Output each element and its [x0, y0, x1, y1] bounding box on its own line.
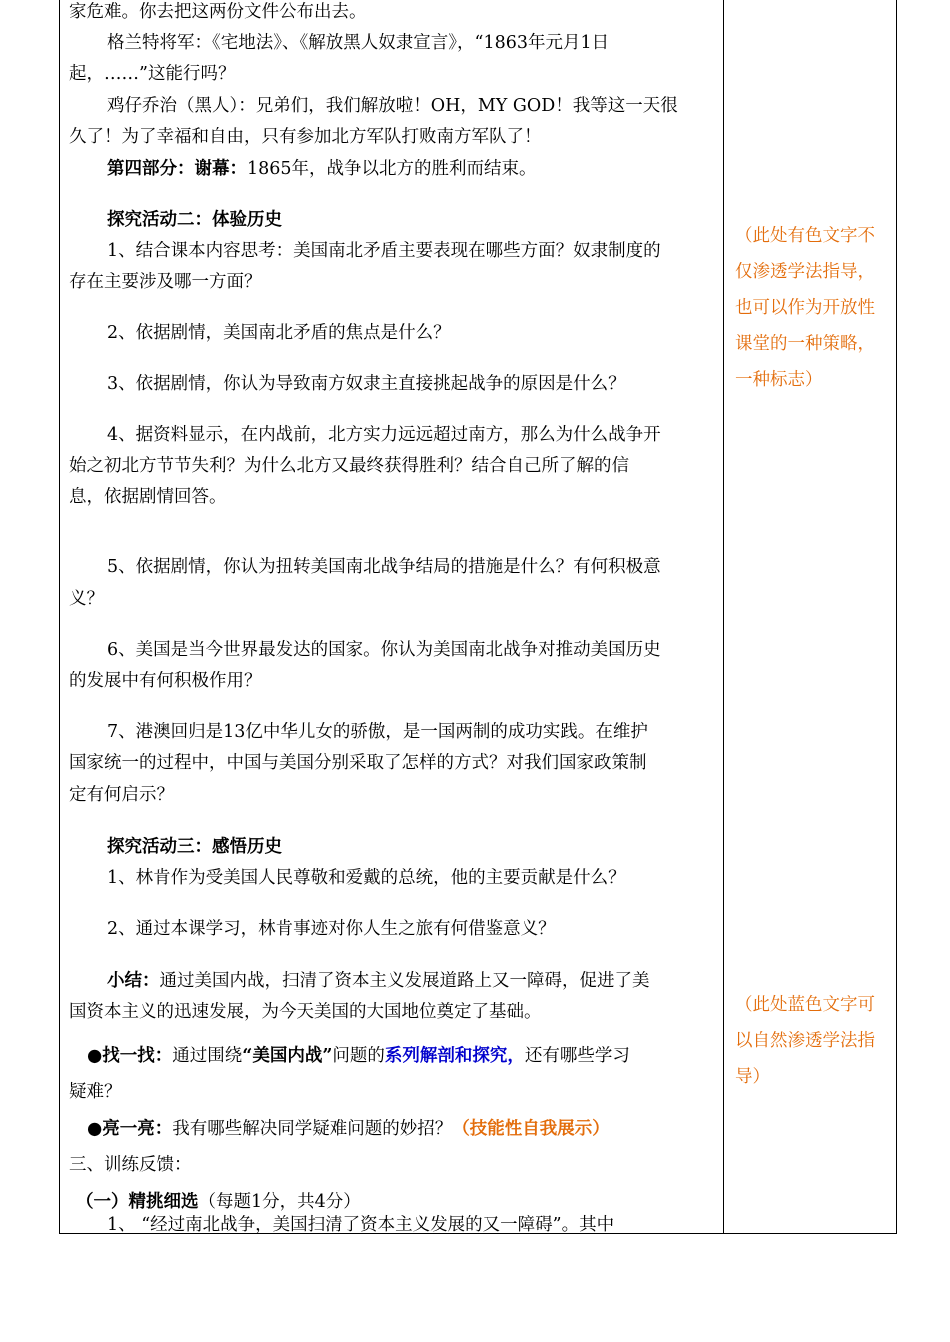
side-note-colored-text — [735, 218, 890, 398]
summary-cont: 国资本主义的迅速发展，为今天美国的大国地位奠定了基础。 — [69, 1002, 542, 1022]
question-5-cont: 义？ — [69, 589, 104, 609]
show-it-line — [69, 1114, 715, 1145]
side-note-blue-text — [735, 987, 890, 1095]
find-it-cont: 疑难？ — [69, 1082, 122, 1102]
summary-label: 小结： — [107, 971, 160, 991]
question-7: 7、港澳回归是13亿中华儿女的骄傲，是一国两制的成功实践。在维护 — [107, 722, 648, 742]
question-4-cont: 始之初北方节节失利？为什么北方又最终获得胜利？结合自己所了解的信 — [69, 456, 629, 476]
training-feedback-heading: 三、训练反馈： — [69, 1155, 192, 1175]
side-note-line: 课堂的一种策略， — [735, 334, 875, 354]
text-line: 起，……”这能行吗？ — [69, 64, 236, 84]
select-section-score: （每题1分，共4分） — [198, 1192, 361, 1212]
show-it-text: 我有哪些解决同学疑难问题的妙招？ — [172, 1119, 453, 1139]
reflect-question-2: 2、通过本课学习，林肯事迹对你人生之旅有何借鉴意义？ — [107, 919, 556, 939]
side-note-line: （此处蓝色文字可 — [735, 995, 875, 1015]
find-it-blue-hint: 系列解剖和探究， — [384, 1046, 525, 1066]
question-4: 4、据资料显示，在内战前，北方实力远远超过南方，那么为什么战争开 — [107, 425, 661, 445]
text-line: 久了！为了幸福和自由，只有参加北方军队打败南方军队了！ — [69, 127, 542, 147]
select-section-label: （一）精挑细选 — [76, 1192, 199, 1212]
side-note-line: 仅渗透学法指导， — [735, 262, 875, 282]
side-note-line: 也可以作为开放性 — [735, 298, 875, 318]
text-line: 家危难。你去把这两份文件公布出去。 — [69, 2, 367, 22]
section-part-four — [69, 154, 715, 185]
side-note-line: 导） — [735, 1067, 770, 1087]
column-divider — [723, 0, 724, 1234]
question-7-cont: 国家统一的过程中，中国与美国分别采取了怎样的方式？对我们国家政策制 — [69, 753, 647, 773]
show-it-orange-hint: （技能性自我展示） — [452, 1119, 610, 1139]
section-text: 1865年，战争以北方的胜利而结束。 — [247, 159, 537, 179]
find-it-line — [69, 1041, 715, 1072]
reflect-question-1: 1、林肯作为受美国人民尊敬和爱戴的总统，他的主要贡献是什么？ — [107, 868, 626, 888]
question-6-cont: 的发展中有何积极作用？ — [69, 671, 262, 691]
find-it-text: 还有哪些学习 — [524, 1046, 630, 1066]
question-4-cont: 息，依据剧情回答。 — [69, 487, 227, 507]
question-6: 6、美国是当今世界最发达的国家。你认为美国南北战争对推动美国历史 — [107, 640, 661, 660]
activity-three-heading: 探究活动三：感悟历史 — [107, 837, 282, 857]
question-1: 1、结合课本内容思考：美国南北矛盾主要表现在哪些方面？奴隶制度的 — [107, 241, 661, 261]
question-3: 3、依据剧情，你认为导致南方奴隶主直接挑起战争的原因是什么？ — [107, 374, 626, 394]
show-it-label: ●亮一亮： — [87, 1119, 173, 1139]
text-line: 格兰特将军：《宅地法》、《解放黑人奴隶宣言》，“1863年元月1日 — [107, 33, 610, 53]
section-label: 第四部分：谢幕： — [107, 159, 247, 179]
exercise-question-1: 1、 “经过南北战争，美国扫清了资本主义发展的又一障碍”。其中 — [107, 1215, 615, 1235]
find-it-text: 问题的 — [332, 1046, 385, 1066]
question-2: 2、依据剧情，美国南北矛盾的焦点是什么？ — [107, 323, 451, 343]
question-5: 5、依据剧情，你认为扭转美国南北战争结局的措施是什么？有何积极意 — [107, 557, 661, 577]
side-note-line: 一种标志） — [735, 370, 823, 390]
find-it-label: ●找一找： — [87, 1046, 173, 1066]
side-note-line: 以自然渗透学法指 — [735, 1031, 875, 1051]
summary-line — [69, 966, 715, 997]
find-it-text: 通过围绕 — [172, 1046, 243, 1066]
side-note-line: （此处有色文字不 — [735, 226, 875, 246]
text-line: 鸡仔乔治（黑人）：兄弟们，我们解放啦！OH，MY GOD！我等这一天很 — [107, 96, 678, 116]
question-1-cont: 存在主要涉及哪一方面？ — [69, 272, 262, 292]
summary-text: 通过美国内战，扫清了资本主义发展道路上又一障碍，促进了美 — [159, 971, 650, 991]
activity-two-heading: 探究活动二：体验历史 — [107, 210, 282, 230]
question-7-cont: 定有何启示？ — [69, 785, 174, 805]
find-it-topic: “美国内战” — [242, 1046, 333, 1066]
